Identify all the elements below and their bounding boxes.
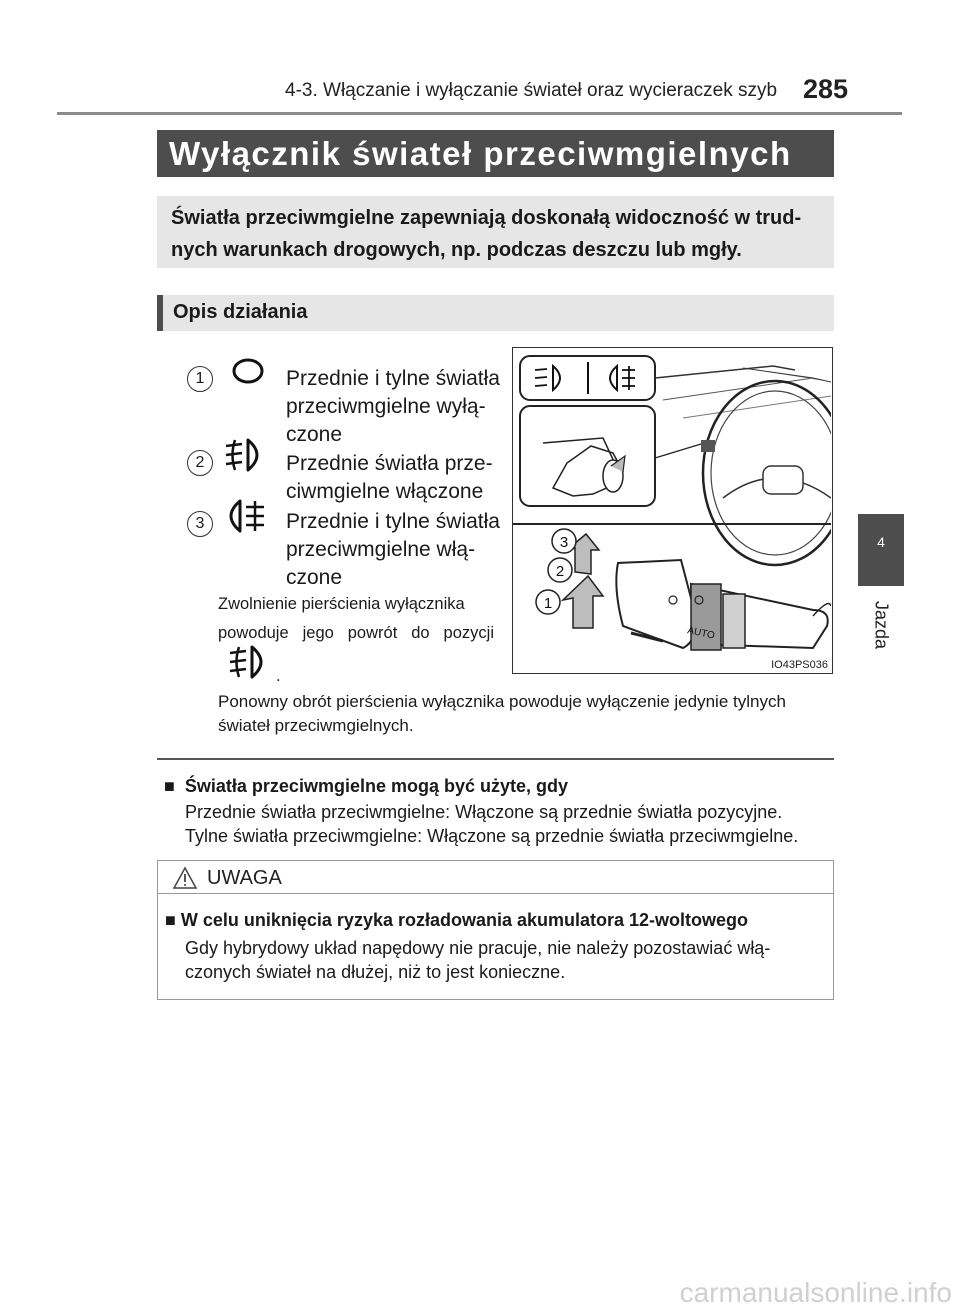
release-note-line-1: Zwolnienie pierścienia wyłącznika xyxy=(218,595,465,613)
item-number-3: 3 xyxy=(187,511,213,537)
off-circle-icon xyxy=(228,357,268,385)
chapter-label-text: Jazda xyxy=(871,600,892,650)
conditions-title xyxy=(164,776,568,797)
warning-triangle-icon xyxy=(172,866,198,890)
front-fog-light-icon xyxy=(226,643,272,681)
section-title: Opis działania xyxy=(173,301,308,323)
conditions-line-2: Tylne światła przeciwmgielne: Włączone są przednie światła przeciwmgielne. xyxy=(185,826,799,846)
item-number-2: 2 xyxy=(187,450,213,476)
page-number: 285 xyxy=(803,74,849,104)
release-note-suffix: . xyxy=(276,667,281,685)
conditions-body xyxy=(185,800,798,848)
intro-line-1: Światła przeciwmgielne zapewniają doskonałą widoczność w trud- xyxy=(171,207,802,229)
diagram-illustration xyxy=(513,348,831,672)
item-text-2: Przednie światła prze- ciwmgielne włączone xyxy=(286,452,493,503)
section-divider xyxy=(157,758,834,760)
chapter-tab: 4 xyxy=(858,514,904,586)
item-text-3: Przednie i tylne światła przeciwmgielne włą- czone xyxy=(286,510,500,589)
front-fog-light-icon xyxy=(222,436,268,474)
diagram-switch-label: AUTO xyxy=(686,625,716,642)
switch-diagram xyxy=(512,347,833,674)
item-text-1: Przednie i tylne światła przeciwmgielne wyłą- czone xyxy=(286,367,500,446)
conditions-line-1: Przednie światła przeciwmgielne: Włączone są przednie światła pozycyjne. xyxy=(185,802,783,822)
page-title: Wyłącznik świateł przeciwmgielnych xyxy=(157,130,834,177)
diagram-label-1: 1 xyxy=(543,595,553,612)
release-note-line-2: powoduje jego powrót do pozycji xyxy=(218,624,494,642)
warning-body: Gdy hybrydowy układ napędowy nie pracuje, nie należy pozostawiać włą- czonych świateł na dłużej, niż to jest konieczne. xyxy=(185,938,771,982)
section-header xyxy=(157,295,834,331)
conditions-title-text: Światła przeciwmgielne mogą być użyte, gdy xyxy=(184,776,568,796)
warning-label: UWAGA xyxy=(207,867,282,889)
header-divider xyxy=(57,112,902,115)
item-number-1: 1 xyxy=(187,366,213,392)
rear-fog-light-icon xyxy=(222,497,268,535)
intro-box xyxy=(157,196,834,268)
intro-line-2: nych warunkach drogowych, np. podczas deszczu lub mgły. xyxy=(171,239,742,261)
warning-subtitle xyxy=(165,910,748,931)
chapter-label xyxy=(858,590,904,660)
header-title: 4-3. Włączanie i wyłączanie świateł oraz wycieraczek szyb xyxy=(285,80,778,101)
warning-subtitle-text: W celu uniknięcia ryzyka rozładowania akumulatora 12-woltowego xyxy=(180,910,749,930)
watermark: carmanualsonline.info xyxy=(679,1277,952,1308)
diagram-code: IO43PS036 xyxy=(771,659,828,671)
section-accent xyxy=(157,295,163,331)
bullet-square-icon: ■ xyxy=(165,910,176,930)
rotate-note: Ponowny obrót pierścienia wyłącznika powoduje wyłączenie jedynie tylnych świateł przeciwmgielnych. xyxy=(218,692,786,735)
diagram-label-3: 3 xyxy=(559,534,569,551)
bullet-square-icon: ■ xyxy=(164,776,175,796)
diagram-label-2: 2 xyxy=(555,563,565,580)
